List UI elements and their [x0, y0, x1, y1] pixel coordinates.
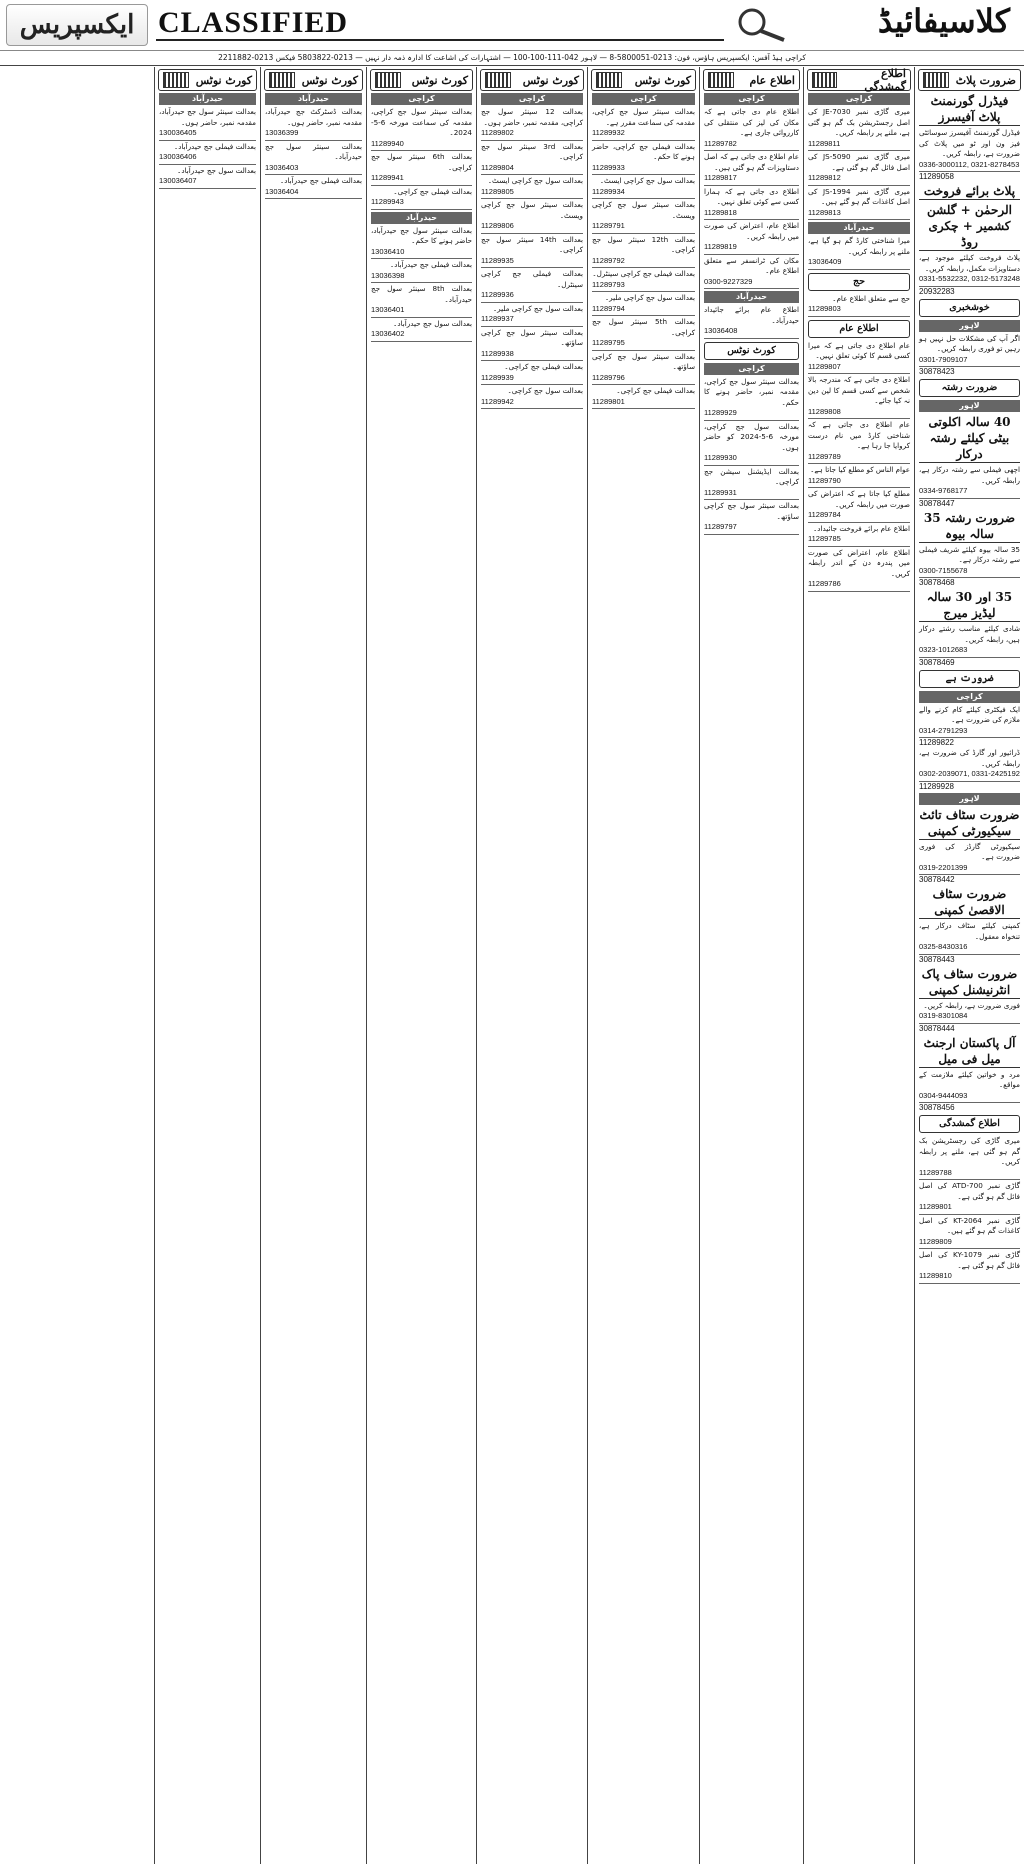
column-heading-text: اطلاع عام [749, 73, 795, 87]
classified-ad [265, 142, 362, 176]
ad-text: بعدالت سول جج کراچی ملیر۔ [492, 303, 583, 313]
classified-ad [371, 152, 472, 186]
section-heading: اطلاع گمشدگی [919, 1115, 1020, 1133]
ad-text: مکان کی ٹرانسفر سے متعلق اطلاع عام۔ [704, 255, 799, 275]
ad-text: میرا شناختی کارڈ گم ہو گیا ہے، ملنے پر رابطہ کریں۔ [808, 236, 910, 256]
ad-reference-number: 11289789 [808, 451, 841, 461]
ad-reference-number: 130036405 [159, 128, 197, 137]
classified-ad [592, 235, 695, 269]
ad-reference-number: 13036399 [265, 128, 299, 137]
city-label: حیدرآباد [159, 93, 256, 105]
ad-text: ایک فیکٹری کیلئے کام کرنے والے ملازم کی ضرورت ہے۔ [919, 704, 1020, 724]
classified-ad [592, 269, 695, 292]
ad-reference-number: 0319-2201399 [919, 862, 968, 872]
classified-column [699, 67, 803, 1864]
ad-reference-number: 11289786 [808, 579, 841, 588]
section-icon [923, 72, 949, 88]
classified-ad [808, 465, 910, 488]
column-heading [918, 69, 1021, 91]
ad-text: بعدالت سول جج کراچی، مورخہ 6-5-2024 کو حاضر ہوں۔ [704, 421, 799, 452]
ad-text: اطلاع عام دی جاتی ہے کہ مکان کی لیز کی منتقلی کی کارروائی جاری ہے۔ [704, 107, 799, 137]
classified-ad [808, 524, 910, 547]
ad-reference-number: 11289941 [371, 173, 404, 182]
ad-text: بعدالت سینئر سول جج کراچی ویسٹ۔ [592, 200, 695, 220]
ad-text: بعدالت سینئر سول جج حیدرآباد، حاضر ہونے کا حکم۔ [371, 225, 472, 245]
city-label: حیدرآباد [265, 93, 362, 105]
classified-ad [371, 226, 472, 260]
classified-ad [919, 624, 1020, 658]
city-label: کراچی [371, 93, 472, 105]
classified-ad [592, 352, 695, 386]
ad-reference-number: 11289801 [919, 1202, 952, 1211]
ad-headline: فیڈرل گورنمنٹ پلاٹ آفیسرز [919, 93, 1020, 126]
classified-ad [481, 328, 583, 362]
classified-ad [919, 1070, 1020, 1104]
ad-text: بعدالت سینئر سول جج کراچی ساؤتھ۔ [704, 501, 799, 521]
ad-reference-number: 13036398 [371, 270, 405, 280]
classified-ad [919, 921, 1020, 955]
ad-text: بعدالت سول جج کراچی۔ [507, 386, 583, 395]
ad-reference-number: 11289804 [481, 162, 514, 172]
ad-reference-number: 13036404 [265, 186, 299, 196]
ad-headline: آل پاکستان ارجنٹ میل فی میل [919, 1035, 1020, 1068]
classified-ad [592, 317, 695, 351]
ad-reference-number: 0319-8301084 [919, 1011, 968, 1020]
ad-reference-number: 0300-7155678 [919, 565, 968, 575]
column-heading-text: کورٹ نوٹس [301, 73, 358, 87]
ad-reference-number: 11289058 [919, 172, 954, 181]
column-heading-text: اطلاع گمشدگی [864, 67, 906, 93]
ad-text: میری گاڑی نمبر JE-7030 کی اصل رجسٹریشن بک گم ہو گئی ہے، ملنے پر رابطہ کریں۔ [808, 107, 911, 137]
section-icon [596, 72, 622, 88]
ad-reference-number: 13036409 [808, 257, 842, 266]
ad-reference-number: 11289803 [808, 304, 841, 313]
classified-ad [704, 221, 799, 255]
ad-reference-number: 11289809 [919, 1236, 952, 1246]
ad-reference-number: 11289807 [808, 361, 841, 371]
classified-ad [265, 107, 362, 141]
section-heading: ضرورت رشتہ [919, 379, 1020, 397]
classified-ad [704, 501, 799, 535]
classified-ad [704, 187, 799, 221]
ad-reference-number: 11289943 [371, 197, 404, 206]
ad-text: بعدالت فیملی جج کراچی، حاضر ہونے کا حکم۔ [592, 141, 695, 161]
ad-text: بعدالت سینئر سول جج کراچی، مقدمہ کی سماعت مقرر ہے۔ [592, 107, 695, 127]
ad-text: بعدالت فیملی جج حیدرآباد۔ [389, 260, 472, 269]
ad-text: اطلاع عام برائے جائیداد حیدرآباد۔ [704, 305, 799, 325]
ad-text: گاڑی نمبر ATD-700 کی اصل فائل گم ہو گئی ہے۔ [919, 1181, 1020, 1201]
ad-text: بعدالت سینئر سول جج کراچی ساؤتھ۔ [481, 327, 583, 347]
ad-text: بعدالت فیملی جج کراچی سینٹرل۔ [481, 269, 583, 289]
ad-reference-number: 11289939 [481, 372, 514, 382]
ad-reference-number: 11289797 [704, 522, 737, 531]
ad-text: بعدالت سینئر سول جج کراچی ویسٹ۔ [481, 200, 583, 220]
classified-ad [919, 1216, 1020, 1250]
classified-ad [481, 142, 583, 176]
ad-text: بعدالت 14th سینئر سول جج کراچی۔ [481, 234, 584, 254]
ad-reference-number: 11289934 [592, 186, 625, 196]
classified-column [154, 67, 260, 1864]
ad-reference-number: 11289794 [592, 303, 625, 313]
ad-reference-number: 0300-9227329 [704, 276, 753, 286]
classified-ad [481, 362, 583, 385]
ad-reference-number: 0334-9768177 [919, 486, 968, 495]
ad-text: گاڑی نمبر KT-2064 کی اصل کاغذات گم ہو گئے ہیں۔ [919, 1215, 1020, 1235]
city-label: حیدرآباد [371, 212, 472, 224]
classified-ad [704, 305, 799, 339]
ad-text: مرد و خواتین کیلئے ملازمت کے مواقع۔ [919, 1069, 1020, 1089]
express-logo [6, 4, 148, 46]
ad-reference-number: 30878468 [919, 578, 955, 587]
ad-reference-number: 0331-5532232, 0312-5173248 [919, 274, 1020, 283]
classified-ad [481, 107, 583, 141]
section-heading: اطلاع عام [808, 320, 910, 338]
ad-headline: ضرورت سٹاف پاک انٹرنیشنل کمپنی [919, 966, 1020, 999]
ad-reference-number: 11289937 [481, 314, 514, 323]
ad-reference-number: 11289790 [808, 475, 841, 485]
city-label: کراچی [808, 93, 910, 105]
classified-ad [265, 176, 362, 199]
ad-text: اطلاع دی جاتی ہے کہ ہمارا کسی سے کوئی تعلق نہیں۔ [704, 186, 799, 206]
classified-ad [919, 253, 1020, 287]
classified-ad [159, 107, 256, 141]
ad-text: بعدالت سول جج کراچی ایسٹ۔ [599, 176, 695, 185]
ad-text: بعدالت 5th سینئر سول جج کراچی۔ [592, 317, 695, 337]
ad-reference-number: 0336-3000112, 0321-8278453 [919, 159, 1020, 169]
ad-text: بعدالت ایڈیشنل سیشن جج کراچی۔ [704, 466, 799, 486]
ad-reference-number: 0325-8430316 [919, 942, 968, 951]
classified-ad [808, 489, 910, 523]
ad-reference-number: 30878447 [919, 498, 955, 508]
ad-headline: الرحمٰن + گلشن کشمیر + چکری روڈ [919, 202, 1020, 251]
classified-column [803, 67, 914, 1864]
section-icon [485, 72, 511, 88]
classified-column [260, 67, 366, 1864]
ad-reference-number: 11289813 [808, 207, 841, 217]
ad-text: بعدالت سینئر سول جج کراچی، مقدمہ نمبر، حاضر ہونے کا حکم۔ [704, 376, 799, 407]
column-heading [158, 69, 257, 91]
ad-reference-number: 11289795 [592, 338, 625, 347]
column-heading-text: کورٹ نوٹس [634, 73, 691, 87]
ad-text: مطلع کیا جاتا ہے کہ اعتراض کی صورت میں رابطہ کریں۔ [808, 489, 910, 509]
column-heading [591, 69, 696, 91]
classified-ad [919, 748, 1020, 782]
ad-text: اطلاع عام، اعتراض کی صورت میں پندرہ دن کے اندر رابطہ کریں۔ [808, 547, 910, 578]
city-label: کراچی [592, 93, 695, 105]
ad-text: عام اطلاع دی جاتی ہے کہ شناختی کارڈ میں نام درست کروایا جا رہا ہے۔ [808, 420, 910, 450]
ad-headline: ضرورت سٹاف الاقصیٰ کمپنی [919, 886, 1020, 919]
classified-ad [919, 705, 1020, 739]
ad-reference-number: 13036408 [704, 326, 738, 335]
city-label: کراچی [704, 93, 799, 105]
classified-ad [592, 386, 695, 409]
ad-reference-number: 11289788 [919, 1167, 952, 1177]
ad-reference-number: 11289808 [808, 406, 841, 416]
classified-ad [919, 465, 1020, 499]
ad-reference-number: 30878442 [919, 875, 955, 884]
classified-ad [371, 319, 472, 342]
classified-ad [808, 107, 910, 151]
ad-reference-number: 11289810 [919, 1271, 952, 1280]
ad-text: اگر آپ کی مشکلات حل نہیں ہو رہیں تو فوری رابطہ کریں۔ [919, 333, 1020, 353]
ad-text: بعدالت سول جج کراچی ملیر۔ [604, 293, 695, 302]
ad-text: بعدالت ڈسٹرکٹ جج حیدرآباد، مقدمہ نمبر، حاضر ہوں۔ [265, 107, 362, 127]
classified-ad [808, 341, 910, 375]
ad-reference-number: 0304-9444093 [919, 1090, 968, 1100]
ad-text: عوام الناس کو مطلع کیا جاتا ہے۔ [810, 465, 910, 474]
ad-reference-number: 11289782 [704, 138, 737, 148]
city-label: حیدرآباد [808, 222, 910, 234]
ad-reference-number: 20932283 [919, 286, 955, 296]
classified-column [914, 67, 1024, 1864]
city-label: حیدرآباد [704, 291, 799, 303]
title-urdu: کلاسیفائیڈ [877, 2, 1010, 40]
section-heading: خوشخبری [919, 299, 1020, 317]
ad-headline: ضرورت سٹاف تائٹ سیکیورٹی کمپنی [919, 807, 1020, 838]
section-heading: کورٹ نوٹس [704, 342, 799, 360]
ad-text: بعدالت 3rd سینئر سول جج کراچی۔ [481, 141, 584, 161]
classified-ad [808, 420, 910, 464]
classified-ad [808, 294, 910, 317]
classified-ad [919, 842, 1020, 876]
classified-ad [159, 142, 256, 165]
title-english: CLASSIFIED [158, 6, 349, 39]
info-strip: کراچی ہیڈ آفس: ایکسپریس ہاؤس، فون: 0213-5800051-8 — لاہور 042-111-100-100 — اشتہارات کی اشاعت کا ادارہ ذمہ دار نہیں — 0213-5803822 فیکس 0213-2211882 [0, 51, 1024, 66]
ad-reference-number: 11289818 [704, 207, 737, 217]
ad-reference-number: 11289806 [481, 221, 514, 230]
ad-reference-number: 11289811 [808, 138, 841, 148]
ad-reference-number: 30878456 [919, 1103, 955, 1112]
magnifier-icon [724, 4, 794, 44]
classified-ad [592, 176, 695, 199]
ad-reference-number: 11289929 [704, 408, 737, 417]
ad-text: بعدالت 6th سینئر سول جج کراچی۔ [371, 152, 472, 172]
classified-columns [0, 67, 1024, 1864]
section-icon [163, 72, 189, 88]
ad-text: اچھی فیملی سے رشتہ درکار ہے، رابطہ کریں۔ [919, 465, 1020, 485]
ad-headline: ضرورت رشتہ 35 سالہ بیوہ [919, 510, 1020, 543]
ad-text: بعدالت سول جج حیدرآباد۔ [393, 318, 472, 328]
classified-ad [481, 200, 583, 234]
ad-headline: 40 سالہ اکلوتی بیٹی کیلئے رشتہ درکار [919, 414, 1020, 463]
classified-ad [808, 152, 910, 186]
ad-reference-number: 0314-2791293 [919, 725, 968, 735]
ad-reference-number: 0302-2039071, 0331-2425192 [919, 769, 1020, 778]
classified-ad [481, 304, 583, 327]
ad-text: میری گاڑی نمبر JS-5090 کی اصل فائل گم ہو گئی ہے۔ [808, 152, 910, 172]
section-heading: حج [808, 273, 910, 291]
classified-ad [481, 386, 583, 409]
section-icon [812, 72, 837, 88]
column-heading-text: کورٹ نوٹس [522, 73, 579, 87]
ad-reference-number: 13036401 [371, 305, 405, 314]
classified-ad [919, 1001, 1020, 1024]
ad-text: بعدالت سینئر سول جج حیدرآباد، مقدمہ نمبر، حاضر ہوں۔ [159, 107, 256, 127]
classified-ad [371, 107, 472, 151]
column-heading [807, 69, 911, 91]
ad-reference-number: 30878423 [919, 367, 955, 376]
ad-text: بعدالت فیملی جج کراچی۔ [616, 386, 695, 395]
classified-column [476, 67, 587, 1864]
ad-reference-number: 0301-7909107 [919, 354, 968, 364]
classified-ad [592, 107, 695, 141]
ad-reference-number: 13036403 [265, 162, 299, 172]
ad-reference-number: 11289938 [481, 348, 514, 358]
ad-text: حج سے متعلق اطلاع عام۔ [832, 293, 910, 303]
classified-ad [704, 467, 799, 501]
column-heading-text: ضرورت پلاٹ [955, 73, 1016, 87]
ad-text: میری گاڑی کی رجسٹریشن بک گم ہو گئی ہے، ملنے پر رابطہ کریں۔ [919, 1136, 1020, 1166]
ad-text: بعدالت 12th سینئر سول جج کراچی۔ [592, 234, 696, 254]
classified-ad [592, 200, 695, 234]
masthead [0, 0, 1024, 51]
classified-ad [371, 284, 472, 318]
logo-text: ایکسپریس [19, 10, 135, 40]
ad-text: بعدالت فیملی جج حیدرآباد۔ [279, 176, 362, 185]
ad-text: اطلاع عام برائے فروخت جائیداد۔ [813, 523, 910, 533]
column-heading [264, 69, 363, 91]
city-label: کراچی [704, 363, 799, 375]
classified-ad [481, 235, 583, 269]
ad-text: بعدالت سینئر سول جج کراچی ساؤتھ۔ [592, 351, 695, 371]
classified-ad [919, 334, 1020, 368]
ad-text: بعدالت 12 سینئر سول جج کراچی، مقدمہ نمبر، حاضر ہوں۔ [481, 107, 584, 127]
ad-reference-number: 11289805 [481, 186, 514, 196]
ad-text: اطلاع دی جاتی ہے کہ مندرجہ بالا شخص سے کسی قسم کا لین دین نہ کیا جائے۔ [808, 375, 910, 405]
ad-text: بعدالت فیملی جج کراچی سینٹرل۔ [592, 269, 695, 278]
section-icon [269, 72, 295, 88]
column-heading-text: کورٹ نوٹس [411, 73, 468, 87]
ad-text: میری گاڑی نمبر JS-1994 کی اصل کاغذات گم ہو گئے ہیں۔ [808, 186, 910, 206]
classified-column [366, 67, 476, 1864]
classified-ad [919, 1181, 1020, 1215]
ad-reference-number: 11289940 [371, 138, 404, 148]
ad-text: بعدالت سول جج حیدرآباد۔ [177, 165, 256, 175]
classified-ad [808, 236, 910, 270]
ad-text: بعدالت سینئر سول جج حیدرآباد۔ [265, 141, 362, 161]
classified-ad [919, 128, 1020, 172]
column-heading [703, 69, 800, 91]
city-label: لاہور [919, 320, 1020, 332]
section-icon [375, 72, 401, 88]
ad-reference-number: 30878469 [919, 657, 955, 667]
classified-ad [919, 545, 1020, 579]
ad-reference-number: 11289817 [704, 173, 737, 182]
ad-text: شادی کیلئے مناسب رشتے درکار ہیں، رابطہ کریں۔ [919, 624, 1020, 644]
classified-ad [919, 1136, 1020, 1180]
ad-reference-number: 30878443 [919, 954, 955, 964]
classified-ad [704, 256, 799, 290]
ad-text: ڈرائیور اور گارڈ کی ضرورت ہے، رابطہ کریں۔ [919, 748, 1020, 768]
ad-reference-number: 130036407 [159, 176, 197, 185]
ad-reference-number: 11289936 [481, 290, 514, 299]
ad-text: فوری ضرورت ہے، رابطہ کریں۔ [923, 1000, 1020, 1010]
classified-ad [808, 548, 910, 592]
classified-ad [481, 176, 583, 199]
city-label: لاہور [919, 793, 1020, 805]
ad-reference-number: 11289822 [919, 738, 954, 747]
ad-reference-number: 11289930 [704, 453, 737, 462]
ad-reference-number: 11289801 [592, 396, 625, 406]
ad-reference-number: 13036410 [371, 246, 405, 256]
ad-reference-number: 11289802 [481, 128, 514, 137]
ad-text: سیکیورٹی گارڈز کی فوری ضرورت ہے۔ [919, 841, 1020, 861]
classified-ad [704, 422, 799, 466]
column-heading [370, 69, 473, 91]
classified-ad [704, 107, 799, 151]
ad-text: فیڈرل گورنمنٹ آفیسرز سوسائٹی فیز ون اور ٹو میں پلاٹ کی ضرورت ہے، رابطہ کریں۔ [919, 128, 1020, 158]
ad-reference-number: 11289785 [808, 534, 841, 543]
classified-ad [919, 1250, 1020, 1284]
ad-text: عام اطلاع دی جاتی ہے کہ اصل دستاویزات گم ہو گئی ہیں۔ [704, 152, 799, 172]
ad-reference-number: 11289791 [592, 221, 625, 230]
classified-ad [481, 269, 583, 303]
classified-ad [808, 187, 910, 221]
city-label: کراچی [919, 691, 1020, 703]
classified-ad [371, 260, 472, 283]
classified-ad [704, 152, 799, 186]
city-label: کراچی [481, 93, 583, 105]
ad-text: گاڑی نمبر KY-1079 کی اصل فائل گم ہو گئی ہے۔ [919, 1250, 1020, 1270]
city-label: لاہور [919, 400, 1020, 412]
ad-text: کمپنی کیلئے سٹاف درکار ہے، تنخواہ معقول۔ [919, 921, 1020, 941]
ad-reference-number: 11289935 [481, 255, 514, 265]
ad-reference-number: 11289933 [592, 162, 625, 172]
ad-headline: 35 اور 30 سالہ لیڈیز میرج [919, 589, 1020, 622]
ad-reference-number: 11289796 [592, 372, 625, 382]
section-icon [708, 72, 734, 88]
section-heading: ضرورت ہے [919, 670, 1020, 688]
ad-text: بعدالت سول جج کراچی ایسٹ۔ [487, 176, 583, 185]
ad-text: بعدالت سینئر سول جج کراچی، مقدمہ کی سماعت مورخہ 6-5-2024۔ [371, 107, 472, 137]
ad-reference-number: 11289784 [808, 510, 841, 519]
ad-reference-number: 11289819 [704, 242, 737, 251]
ad-headline: پلاٹ برائے فروخت [919, 183, 1020, 200]
classified-ad [592, 142, 695, 176]
ad-text: بعدالت فیملی جج کراچی۔ [504, 362, 583, 371]
ad-reference-number: 11289931 [704, 487, 737, 497]
ad-reference-number: 11289932 [592, 128, 625, 137]
ad-reference-number: 0323-1012683 [919, 645, 968, 654]
ad-reference-number: 30878444 [919, 1023, 955, 1033]
ad-text: بعدالت فیملی جج کراچی۔ [393, 186, 472, 196]
classified-ad [808, 375, 910, 419]
ad-reference-number: 11289793 [592, 279, 625, 289]
ad-text: پلاٹ فروخت کیلئے موجود ہے، دستاویزات مکمل، رابطہ کریں۔ [919, 253, 1020, 273]
ad-reference-number: 11289928 [919, 781, 954, 791]
classified-ad [592, 293, 695, 316]
column-heading [480, 69, 584, 91]
classified-ad [371, 187, 472, 210]
ad-text: عام اطلاع دی جاتی ہے کہ میرا کسی قسم کا کوئی تعلق نہیں۔ [808, 340, 910, 360]
ad-reference-number: 11289792 [592, 255, 625, 265]
ad-reference-number: 11289812 [808, 173, 841, 182]
ad-text: اطلاع عام، اعتراض کی صورت میں رابطہ کریں۔ [704, 221, 799, 241]
column-heading-text: کورٹ نوٹس [195, 73, 252, 87]
classified-ad [159, 166, 256, 189]
classified-ad [704, 377, 799, 421]
ad-text: 35 سالہ بیوہ کیلئے شریف فیملی سے رشتہ درکار ہے۔ [919, 544, 1020, 564]
ad-text: بعدالت فیملی جج حیدرآباد۔ [173, 141, 256, 151]
ad-reference-number: 11289942 [481, 396, 514, 406]
ad-reference-number: 130036406 [159, 152, 197, 161]
classified-column [587, 67, 699, 1864]
ad-reference-number: 13036402 [371, 329, 405, 338]
ad-text: بعدالت 8th سینئر سول جج حیدرآباد۔ [371, 284, 472, 304]
title-rule [156, 39, 724, 41]
